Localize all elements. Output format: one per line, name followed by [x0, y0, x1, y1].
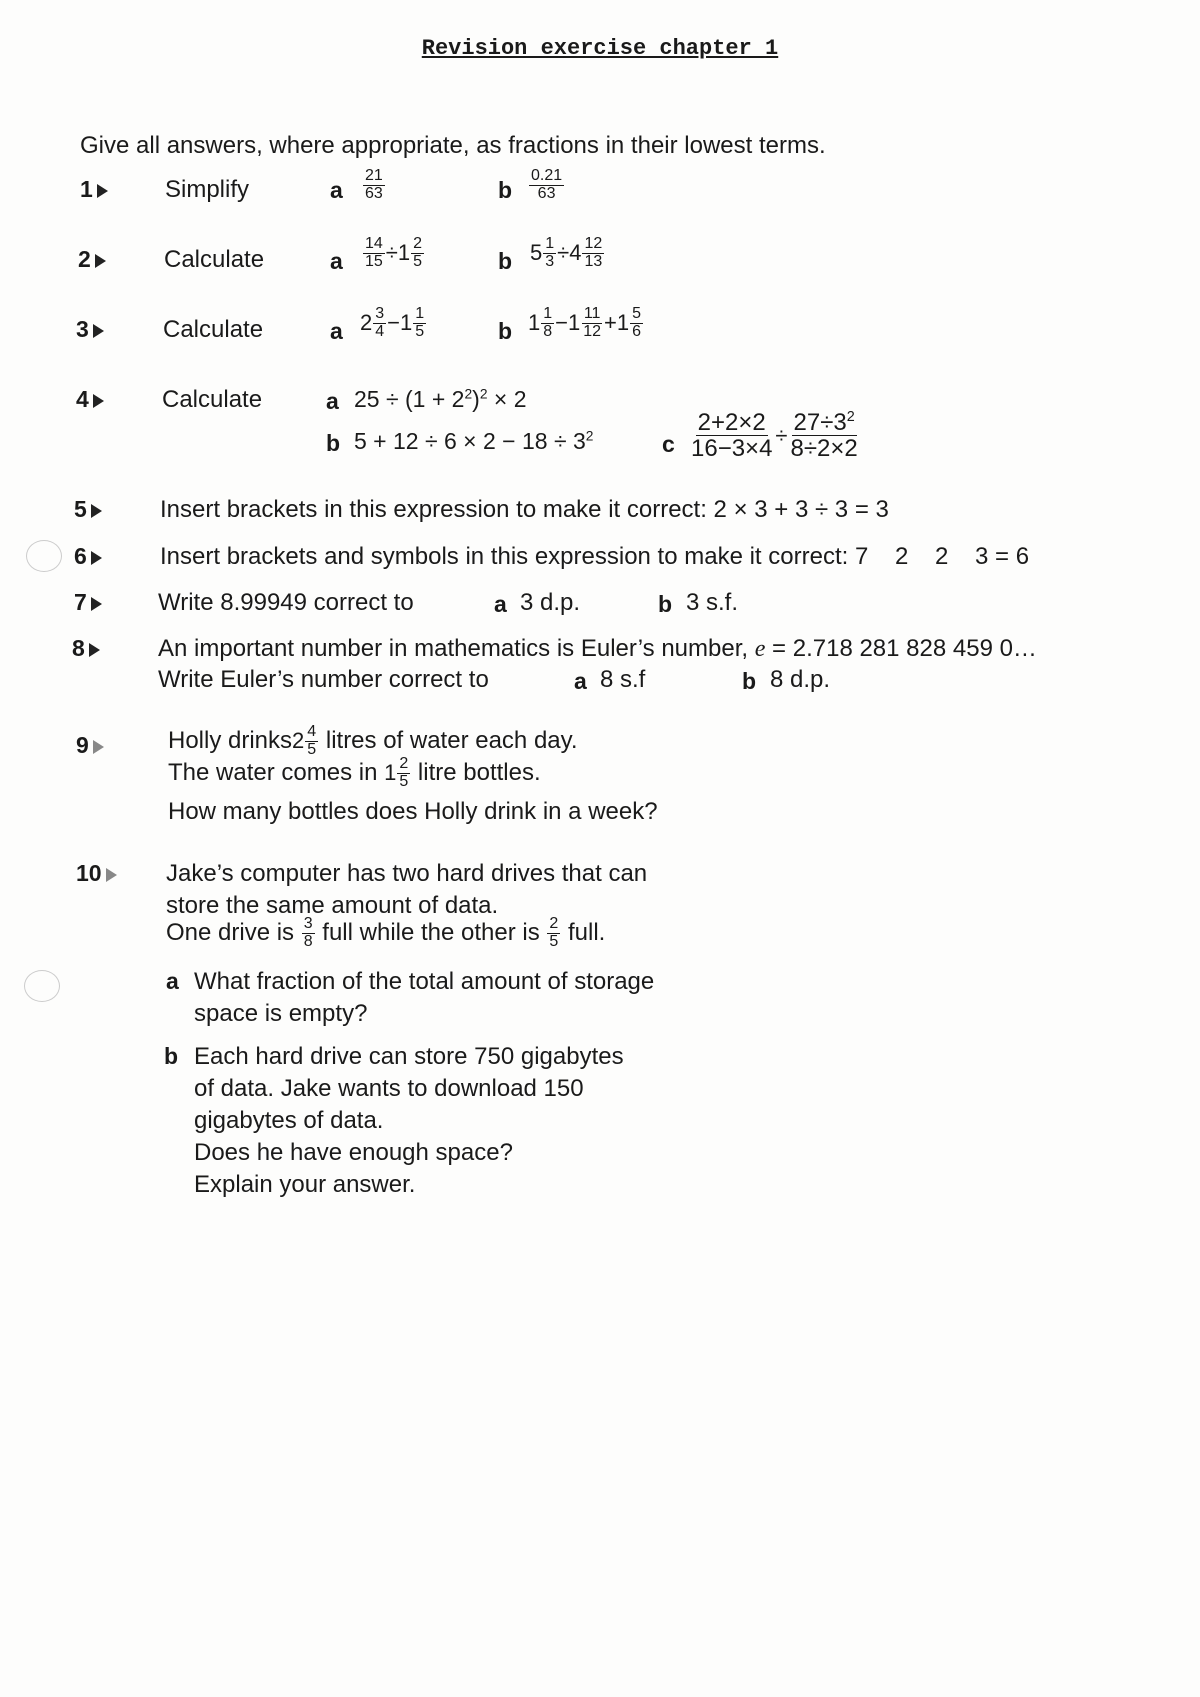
part-a-line-1: What fraction of the total amount of storage: [194, 968, 655, 995]
question-number: 2: [78, 246, 106, 273]
part-a-label: a: [330, 248, 343, 274]
question-number: 6: [74, 543, 102, 570]
arrow-marker-icon: [106, 868, 117, 882]
part-a-expression: 2 $\frac{3}{4}$ −1 $\frac{1}{5}$: [360, 305, 425, 340]
part-a-expression: [362, 168, 386, 203]
part-a-label: a: [166, 968, 179, 994]
part-a-label: a: [326, 388, 339, 414]
part-b-line-1: Each hard drive can store 750 gigabytes: [194, 1043, 624, 1070]
part-c-expression: $\frac{2+2\times 2}{16-3\times 4}$ ÷ $\frac{27\div 3^2}{8\div 2\times 2}$: [691, 409, 858, 463]
question-number: 9: [76, 732, 104, 759]
scan-punch-hole: [24, 970, 60, 1002]
part-a-expression: $\frac{14}{15}$ ÷1 $\frac{2}{5}$: [365, 235, 423, 270]
question-verb: Calculate: [164, 246, 265, 273]
question-line-3: How many bottles does Holly drink in a week?: [168, 798, 658, 825]
question-verb: Simplify: [165, 176, 250, 203]
fraction: $\frac{14}{15}$: [365, 235, 383, 270]
question-line-1: Jake’s computer has two hard drives that can: [166, 860, 648, 887]
question-text: Write 8.99949 correct to: [158, 589, 414, 616]
question-line-3: One drive is $\frac{3}{8}$ full while the other is $\frac{2}{5}$ full.: [166, 915, 606, 950]
fraction: $\frac{1}{8}$: [543, 305, 553, 340]
part-a-label: a: [330, 318, 343, 344]
fraction: $\frac{0.21}{63}$: [531, 167, 563, 202]
fraction: $\frac{4}{5}$: [307, 723, 317, 758]
arrow-marker-icon: [91, 597, 102, 611]
question-number: 4: [76, 386, 104, 413]
scan-punch-hole: [26, 540, 62, 572]
fraction: $\frac{27\div 3^2}{8\div 2\times 2}$: [790, 409, 858, 463]
arrow-marker-icon: [93, 394, 104, 408]
question-number: 8: [72, 635, 100, 662]
part-a-label: a: [330, 177, 343, 203]
question-line-1: An important number in mathematics is Euler’s number, e = 2.718 281 828 459 0…: [158, 635, 1037, 662]
part-a-label: a: [494, 591, 507, 617]
question-number: 5: [74, 496, 102, 523]
part-b-expression: 1 $\frac{1}{8}$ −1 $\frac{11}{12}$ +1 $\frac{5}{6}$: [528, 305, 642, 340]
part-a-line-2: space is empty?: [194, 1000, 368, 1027]
question-line-1: Holly drinks 2 $\frac{4}{5}$ litres of water each day.: [168, 723, 578, 758]
question-number: 3: [76, 316, 104, 343]
fraction: $\frac{2}{5}$: [413, 235, 423, 270]
fraction: $\frac{1}{3}$: [545, 235, 555, 270]
question-line-2: store the same amount of data.: [166, 892, 499, 919]
part-b-label: b: [742, 668, 757, 694]
arrow-marker-icon: [89, 643, 100, 657]
question-verb: Calculate: [163, 316, 264, 343]
part-b-expression: [528, 168, 565, 203]
fraction: $\frac{11}{12}$: [583, 305, 602, 340]
part-b-label: b: [326, 430, 341, 456]
fraction: $\frac{2}{5}$: [399, 755, 409, 790]
fraction: $\frac{3}{4}$: [375, 305, 385, 340]
part-b-line-3: gigabytes of data.: [194, 1107, 384, 1134]
part-b-line-5: Explain your answer.: [194, 1171, 416, 1198]
question-verb: Calculate: [162, 386, 263, 413]
part-b-text: 8 d.p.: [770, 666, 831, 693]
part-c-label: c: [662, 431, 675, 457]
part-b-line-4: Does he have enough space?: [194, 1139, 513, 1166]
question-number: 10: [76, 860, 117, 887]
part-b-line-2: of data. Jake wants to download 150: [194, 1075, 584, 1102]
arrow-marker-icon: [93, 324, 104, 338]
fraction: $\frac{2}{5}$: [549, 915, 559, 950]
part-a-text: 3 d.p.: [520, 589, 581, 616]
part-b-text: 3 s.f.: [686, 589, 739, 616]
part-b-expression: 5 $\frac{1}{3}$ ÷4 $\frac{12}{13}$: [530, 235, 603, 270]
part-a-text: 8 s.f: [600, 666, 646, 693]
part-b-label: b: [498, 318, 513, 344]
fraction: $\frac{1}{5}$: [415, 305, 425, 340]
part-b-label: b: [498, 248, 513, 274]
part-b-label: b: [498, 177, 513, 203]
fraction: $\frac{3}{8}$: [303, 915, 313, 950]
part-b-label: b: [658, 591, 673, 617]
part-b-expression: $5 + 12 \div 6 \times 2 - 18 \div 3^2$: [354, 428, 594, 454]
part-a-expression: $25 \div (1 + 2^2)^2 \times 2$: [354, 386, 527, 412]
arrow-marker-icon: [91, 551, 102, 565]
question-text: Insert brackets and symbols in this expression to make it correct: 7 2 2 3 = 6: [160, 543, 1030, 570]
fraction: $\frac{12}{13}$: [584, 235, 603, 270]
question-line-2: Write Euler’s number correct to: [158, 666, 489, 693]
instruction-text: Give all answers, where appropriate, as fractions in their lowest terms.: [80, 132, 826, 159]
page-title: Revision exercise chapter 1: [421, 36, 779, 61]
fraction: $\frac{2+2\times 2}{16-3\times 4}$: [691, 409, 773, 463]
arrow-marker-icon: [97, 184, 108, 198]
question-line-2: The water comes in 1 $\frac{2}{5}$ litre bottles.: [168, 755, 541, 790]
question-number: 7: [74, 589, 102, 616]
part-a-label: a: [574, 668, 587, 694]
arrow-marker-icon: [91, 504, 102, 518]
part-b-label: b: [164, 1043, 179, 1069]
arrow-marker-icon: [93, 740, 104, 754]
arrow-marker-icon: [95, 254, 106, 268]
fraction: $\frac{5}{6}$: [632, 305, 642, 340]
fraction: $\frac{21}{63}$: [365, 167, 383, 202]
question-text: Insert brackets in this expression to make it correct: 2 × 3 + 3 ÷ 3 = 3: [160, 496, 889, 523]
question-number: 1: [80, 176, 108, 203]
